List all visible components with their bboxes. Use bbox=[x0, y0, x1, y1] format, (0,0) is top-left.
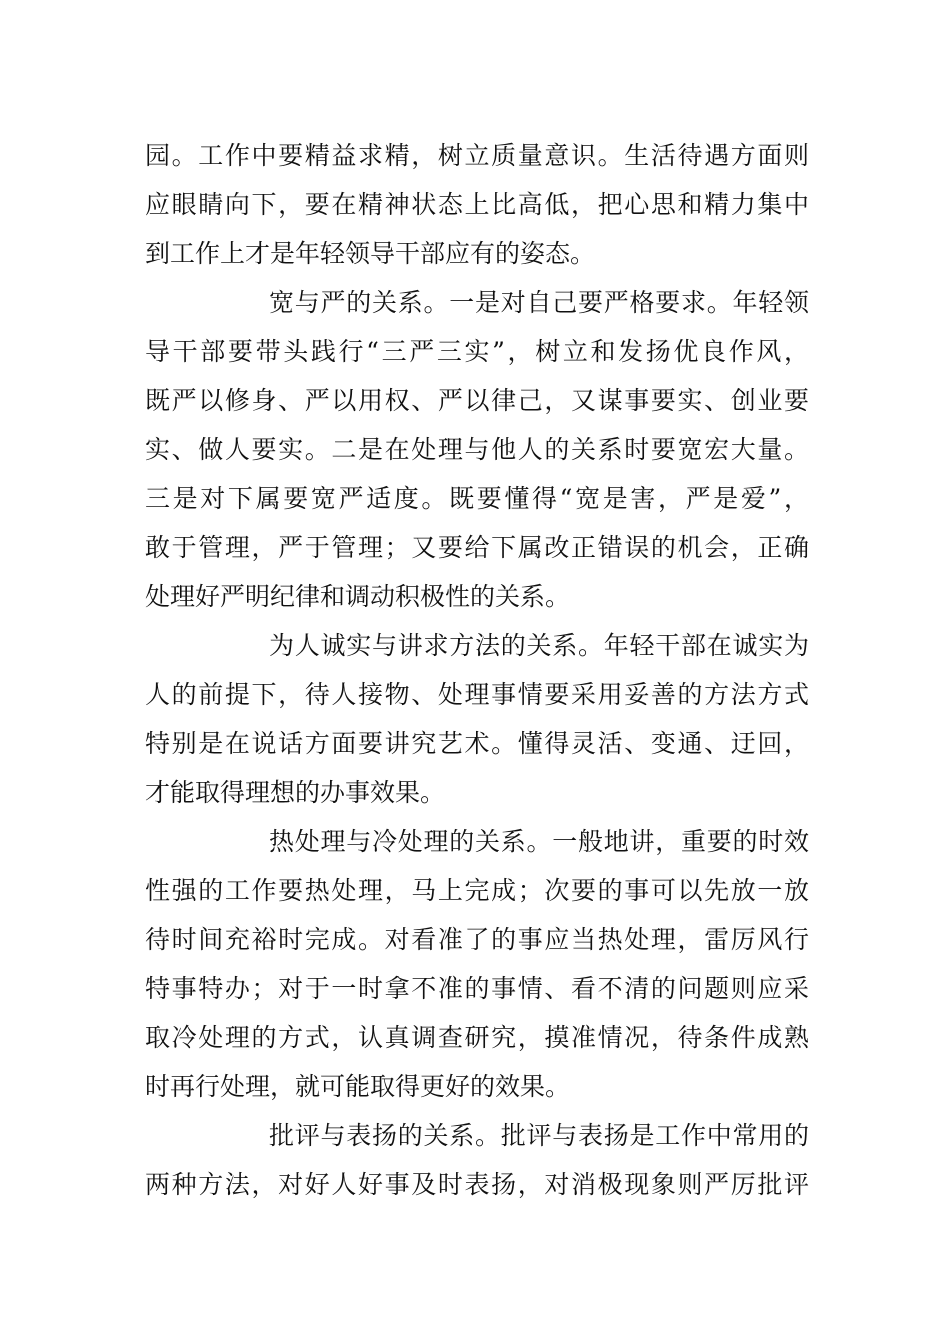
text-line: 到工作上才是年轻领导干部应有的姿态。 bbox=[145, 239, 596, 268]
text-line: 应眼睛向下，要在精神状态上比高低，把心思和精力集中 bbox=[145, 190, 809, 219]
text-line: 导干部要带头践行“三严三实”，树立和发扬优良作风， bbox=[145, 337, 809, 366]
text-line: 实、做人要实。二是在处理与他人的关系时要宽宏大量。 bbox=[145, 435, 809, 464]
body-text bbox=[145, 131, 809, 1209]
paragraph-first-line: 宽与严的关系。一是对自己要严格要求。年轻领 bbox=[269, 288, 809, 317]
text-line: 取冷处理的方式，认真调查研究，摸准情况，待条件成熟 bbox=[145, 1023, 809, 1052]
text-line: 三是对下属要宽严适度。既要懂得“宽是害，严是爱”， bbox=[145, 484, 809, 513]
text-line: 才能取得理想的办事效果。 bbox=[145, 778, 446, 807]
paragraph-first-line: 为人诚实与讲求方法的关系。年轻干部在诚实为 bbox=[269, 631, 809, 660]
text-line: 敢于管理，严于管理；又要给下属改正错误的机会，正确 bbox=[145, 533, 809, 562]
paragraph-first-line: 热处理与冷处理的关系。一般地讲，重要的时效 bbox=[269, 827, 809, 856]
paragraph-first-line: 批评与表扬的关系。批评与表扬是工作中常用的 bbox=[269, 1121, 809, 1150]
text-line: 园。工作中要精益求精，树立质量意识。生活待遇方面则 bbox=[145, 141, 809, 170]
text-line: 人的前提下，待人接物、处理事情要采用妥善的方法方式 bbox=[145, 680, 809, 709]
text-line: 处理好严明纪律和调动积极性的关系。 bbox=[145, 582, 571, 611]
text-line: 特事特办；对于一时拿不准的事情、看不清的问题则应采 bbox=[145, 974, 809, 1003]
text-line: 特别是在说话方面要讲究艺术。懂得灵活、变通、迂回， bbox=[145, 729, 809, 758]
text-line: 待时间充裕时完成。对看准了的事应当热处理，雷厉风行 bbox=[145, 925, 809, 954]
text-line: 两种方法，对好人好事及时表扬，对消极现象则严厉批评 bbox=[145, 1170, 809, 1199]
text-line: 时再行处理，就可能取得更好的效果。 bbox=[145, 1072, 571, 1101]
text-line: 性强的工作要热处理，马上完成；次要的事可以先放一放 bbox=[145, 876, 809, 905]
text-line: 既严以修身、严以用权、严以律己，又谋事要实、创业要 bbox=[145, 386, 809, 415]
